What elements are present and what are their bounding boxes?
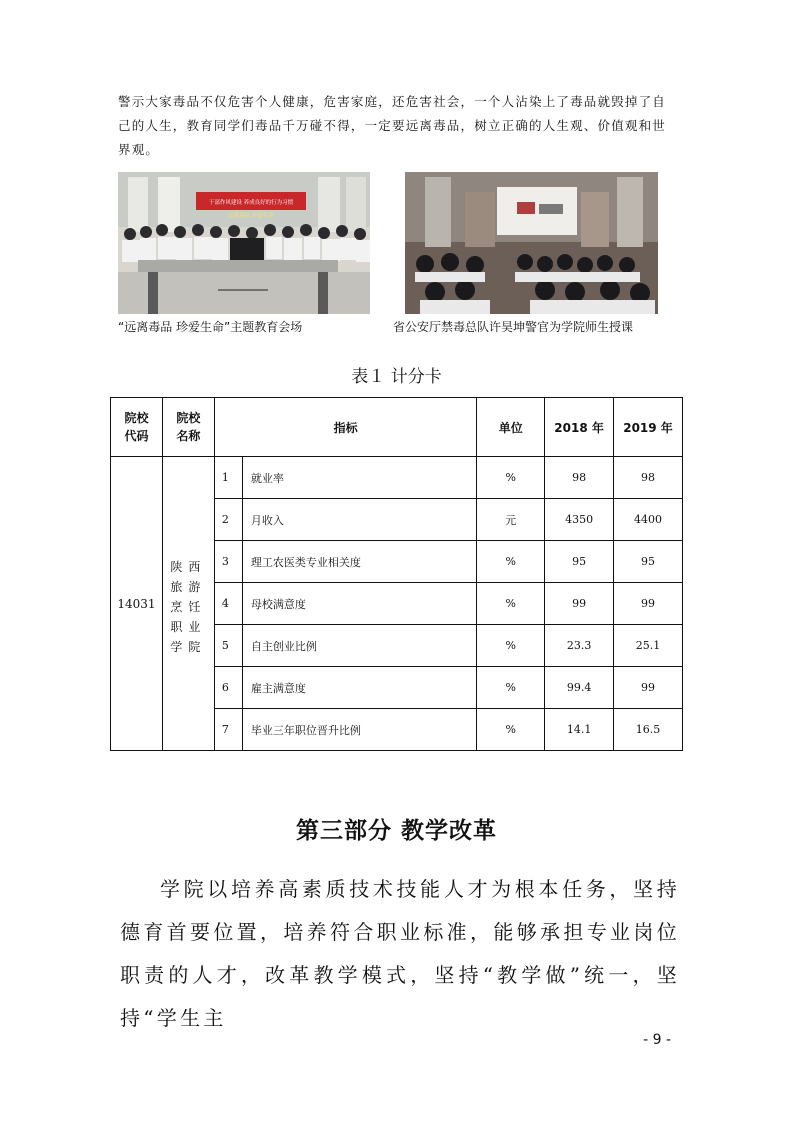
value-2018: 95 [545,541,614,583]
value-2019: 99 [614,583,683,625]
table-row [111,457,683,499]
unit: 元 [477,499,545,541]
table-title: 表１ 计分卡 [351,367,442,387]
value-2018: 23.3 [545,625,614,667]
value-2018: 99.4 [545,667,614,709]
school-name: 陕西旅游烹饪职业学院 [162,457,214,751]
unit: % [477,583,545,625]
banner-subtext: 远离毒品 珍爱生命 [228,213,274,219]
intro-paragraph: 警示大家毒品不仅危害个人健康，危害家庭，还危害社会，一个人沾染上了毒品就毁掉了自己的人生，教育同学们毒品千万碰不得，一定要远离毒品，树立正确的人生观、价值观和世界观。 [118,94,667,157]
header-school-code: 院校代码 [111,398,163,457]
value-2019: 99 [614,667,683,709]
value-2019: 95 [614,541,683,583]
value-2019: 16.5 [614,709,683,751]
header-2019: 2019 年 [614,398,683,457]
unit: % [477,457,545,499]
score-card-table [110,397,683,751]
indicator-name: 毕业三年职位晋升比例 [242,709,476,751]
row-number: 5 [214,625,242,667]
unit: % [477,541,545,583]
indicator-name: 理工农医类专业相关度 [242,541,476,583]
value-2018: 14.1 [545,709,614,751]
value-2018: 99 [545,583,614,625]
value-2018: 4350 [545,499,614,541]
school-code: 14031 [111,457,163,751]
row-number: 3 [214,541,242,583]
row-number: 2 [214,499,242,541]
header-indicator: 指标 [214,398,476,457]
row-number: 4 [214,583,242,625]
indicator-name: 月收入 [242,499,476,541]
indicator-name: 就业率 [242,457,476,499]
banner-text: 干部作风建设 养成良好的行为习惯 [208,200,294,206]
caption-right: 省公安厅禁毒总队许昊坤警官为学院师生授课 [393,320,634,334]
page-number: - 9 - [643,1032,671,1048]
lecture-photo-right [405,172,658,314]
body-paragraph: 学院以培养高素质技术技能人才为根本任务，坚持德育首要位置，培养符合职业标准，能够承担专业岗位职责的人才，改革教学模式，坚持“教学做”统一，坚持“学生主 [120,877,680,1030]
caption-left: “远离毒品 珍爱生命”主题教育会场 [118,320,303,334]
row-number: 6 [214,667,242,709]
header-2018: 2018 年 [545,398,614,457]
value-2019: 98 [614,457,683,499]
indicator-name: 自主创业比例 [242,625,476,667]
value-2019: 25.1 [614,625,683,667]
value-2018: 98 [545,457,614,499]
row-number: 1 [214,457,242,499]
header-school-name: 院校名称 [162,398,214,457]
event-photo-left [118,172,370,314]
row-number: 7 [214,709,242,751]
indicator-name: 雇主满意度 [242,667,476,709]
section-title: 第三部分 教学改革 [295,818,497,844]
header-unit: 单位 [477,398,545,457]
unit: % [477,709,545,751]
value-2019: 4400 [614,499,683,541]
indicator-name: 母校满意度 [242,583,476,625]
unit: % [477,667,545,709]
unit: % [477,625,545,667]
